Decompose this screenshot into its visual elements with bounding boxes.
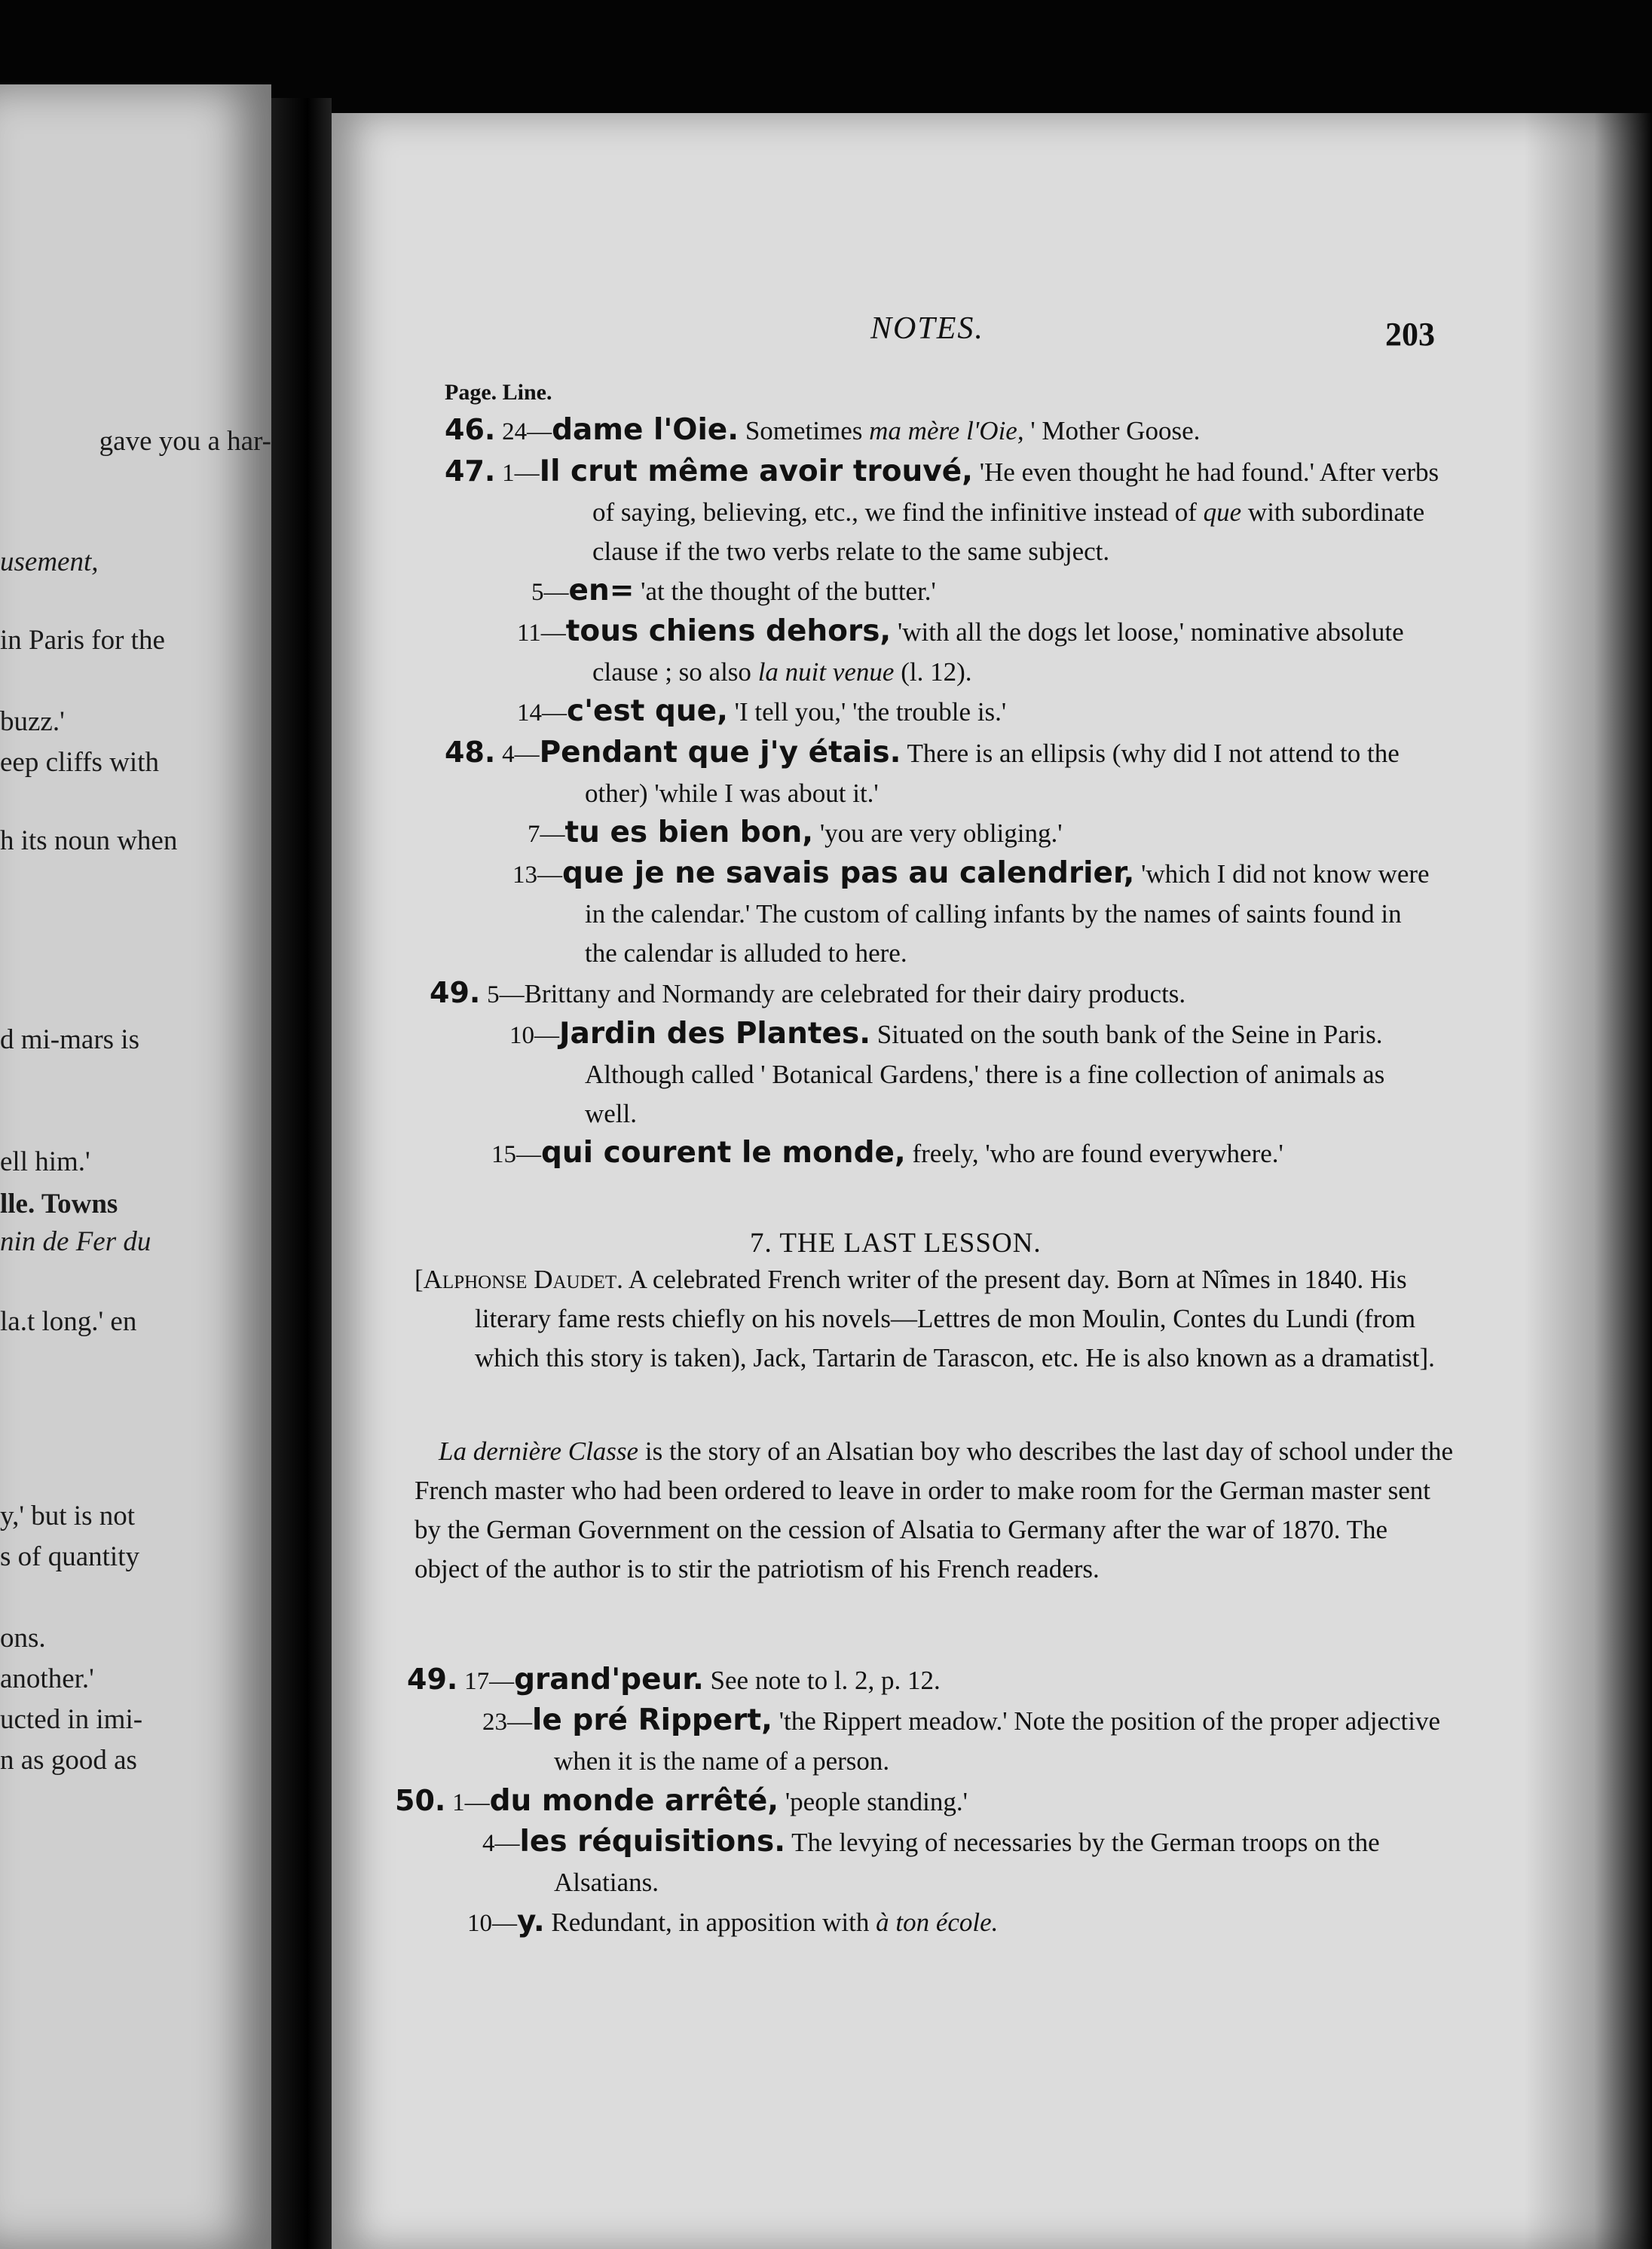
note-term: grand'peur. — [514, 1663, 704, 1697]
note-entry — [445, 1014, 1439, 1134]
note-text: 'I tell you,' 'the trouble is.' — [727, 697, 1007, 727]
note-entry — [445, 410, 1439, 451]
book-spine — [271, 98, 332, 2249]
note-entry — [407, 1902, 1462, 1943]
left-fragment: another.' — [0, 1663, 94, 1694]
note-line-number: 11— — [517, 620, 566, 647]
note-line-number: 4— — [502, 741, 540, 768]
note-text: (l. 12). — [894, 657, 972, 687]
note-term: dame l'Oie. — [552, 413, 739, 447]
note-term: du monde arrêté, — [489, 1784, 779, 1818]
note-entry — [395, 1781, 1462, 1822]
note-line-number: 15— — [491, 1141, 541, 1168]
note-entry — [445, 692, 1439, 733]
note-page-number: 50. — [395, 1784, 446, 1817]
note-text: 'people standing.' — [779, 1787, 968, 1816]
left-fragment: nin de Fer du — [0, 1226, 151, 1257]
left-fragment: buzz.' — [0, 706, 65, 737]
note-line-number: 1— — [452, 1789, 490, 1816]
note-line-number: 10— — [509, 1022, 559, 1049]
note-text: with subordinate clause if the two verbs relate to the same subject. — [592, 497, 1425, 566]
notes-block — [430, 410, 1439, 1174]
left-fragment: d mi-mars is — [0, 1024, 139, 1055]
note-text: 'you are very obliging.' — [813, 819, 1063, 848]
note-line-number: 24— — [502, 418, 552, 445]
note-page-number: 48. — [445, 736, 496, 769]
note-line-number: 5— — [531, 579, 569, 606]
note-term: qui courent le monde, — [541, 1136, 906, 1170]
note-entry — [407, 1701, 1462, 1781]
note-line-number: 5— — [487, 981, 525, 1008]
running-header: NOTES. — [870, 311, 984, 346]
note-term: en= — [568, 574, 635, 607]
note-entry — [445, 571, 1439, 612]
note-text: 'at the thought of the butter.' — [634, 577, 936, 606]
left-fragment: ons. — [0, 1623, 46, 1654]
note-italic: que — [1203, 497, 1242, 527]
note-line-number: 17— — [464, 1668, 515, 1695]
note-line-number: 13— — [512, 861, 562, 889]
note-text: Redundant, in apposition with — [544, 1908, 876, 1937]
left-fragment: n as good as — [0, 1745, 137, 1776]
page-edge-shadow — [1524, 113, 1652, 2249]
note-text: Situated on the south bank of the Seine in Paris. Although called ' Botanical Gardens,' there is a fine collection of animals as well. — [585, 1020, 1385, 1128]
note-entry — [407, 1822, 1462, 1902]
summary-text: is the story of an Alsatian boy who describes the last day of school under the French master who had been ordered to leave in order to make room for the German master sent by the German Government on the cession of Alsatia to Germany after the war of 1870. The object of the author is to stir the patriotism of his French readers. — [415, 1437, 1453, 1583]
left-fragment: la.t long.' en — [0, 1306, 137, 1337]
note-page-number: 49. — [407, 1663, 458, 1696]
note-text: The levying of necessaries by the German troops on the Alsatians. — [554, 1828, 1380, 1897]
note-entry — [445, 813, 1439, 854]
note-term: c'est que, — [567, 694, 728, 728]
note-entry — [445, 451, 1439, 571]
note-entry — [445, 1134, 1439, 1174]
note-entry — [430, 973, 1439, 1014]
note-term: Il crut même avoir trouvé, — [539, 454, 973, 488]
note-entry — [445, 854, 1439, 973]
note-term: tu es bien bon, — [564, 815, 814, 849]
note-term: les réquisitions. — [519, 1825, 786, 1859]
left-fragment: in Paris for the — [0, 625, 165, 656]
note-entry — [445, 733, 1439, 813]
note-text: Brittany and Normandy are celebrated for their dairy products. — [524, 979, 1186, 1008]
note-page-number: 46. — [445, 413, 496, 446]
note-italic: la nuit venue — [757, 657, 895, 687]
note-page-number: 49. — [430, 976, 481, 1009]
note-term: le pré Rippert, — [532, 1703, 772, 1737]
left-fragment: lle. Towns — [0, 1189, 118, 1219]
story-summary — [415, 1432, 1455, 1589]
summary-title: La dernière Classe — [439, 1437, 639, 1466]
left-fragment: ell him.' — [0, 1146, 90, 1177]
note-line-number: 7— — [528, 821, 565, 848]
note-line-number: 1— — [502, 460, 540, 487]
left-fragment: y,' but is not — [0, 1501, 136, 1531]
note-text: 'He even thought he had found.' After verbs of saying, believing, etc., we find the infinitive instead of — [592, 457, 1439, 527]
note-text: Sometimes — [739, 416, 870, 445]
left-fragment: eep cliffs with — [0, 747, 159, 778]
note-term: que je ne savais pas au calendrier, — [562, 856, 1135, 890]
author-bio: [Alphonse Daudet. A celebrated French writer of the present day. Born at Nîmes in 1840. His literary fame rests chiefly on his novels—Lettres de mon Moulin, Contes du Lundi (from which this story is taken), Jack, Tartarin de Tarascon, etc. He is also known as a dramatist]. — [415, 1265, 1435, 1372]
note-term: Pendant que j'y étais. — [539, 736, 901, 770]
note-text: ' Mother Goose. — [1023, 416, 1201, 445]
previous-page — [0, 84, 271, 2249]
left-fragment: s of quantity — [0, 1541, 139, 1572]
bio-text: A celebrated French writer of the present day. Born at Nîmes in 1840. His literary fame rests chiefly on his novels—Lettres de mon Moulin, Contes du Lundi (from which this story is taken), Jack, Tartarin de Tarascon, etc. He is also known as a dramatist]. — [475, 1265, 1435, 1372]
note-italic: ma mère l'Oie, — [869, 416, 1024, 445]
note-text: freely, 'who are found everywhere.' — [905, 1139, 1283, 1168]
left-fragment: h its noun when — [0, 825, 178, 856]
page-number: 203 — [1385, 316, 1435, 353]
note-term: Jardin des Plantes. — [559, 1017, 871, 1051]
notes-page — [332, 113, 1652, 2249]
note-page-number: 47. — [445, 454, 496, 488]
note-line-number: 23— — [482, 1709, 532, 1736]
note-entry — [407, 1660, 1462, 1701]
left-fragment: usement, — [0, 546, 99, 577]
note-text: 'which I did not know were in the calendar.' The custom of calling infants by the names of saints found in the calendar is alluded to here. — [585, 859, 1430, 968]
note-text: There is an ellipsis (why did I not attend to the other) 'while I was about it.' — [585, 739, 1400, 808]
section-title: 7. THE LAST LESSON. — [750, 1228, 1042, 1259]
left-fragment: gave you a har- — [99, 426, 271, 457]
left-fragment: ucted in imi- — [0, 1704, 143, 1735]
note-line-number: 14— — [517, 699, 567, 727]
bio-author: Alphonse Daudet. — [423, 1265, 623, 1294]
note-term: y. — [517, 1905, 545, 1938]
notes-block-2 — [395, 1660, 1462, 1943]
note-term: tous chiens dehors, — [565, 614, 892, 648]
column-heads: Page. Line. — [445, 380, 552, 405]
note-entry — [445, 612, 1439, 692]
note-text: See note to l. 2, p. 12. — [703, 1666, 941, 1695]
note-line-number: 10— — [467, 1910, 517, 1937]
note-italic: à ton école. — [876, 1908, 999, 1937]
note-line-number: 4— — [482, 1830, 520, 1857]
note-text: 'with all the dogs let loose,' nominative absolute clause ; so also — [592, 617, 1404, 687]
note-text: 'the Rippert meadow.' Note the position of the proper adjective when it is the name of a person. — [554, 1706, 1441, 1776]
